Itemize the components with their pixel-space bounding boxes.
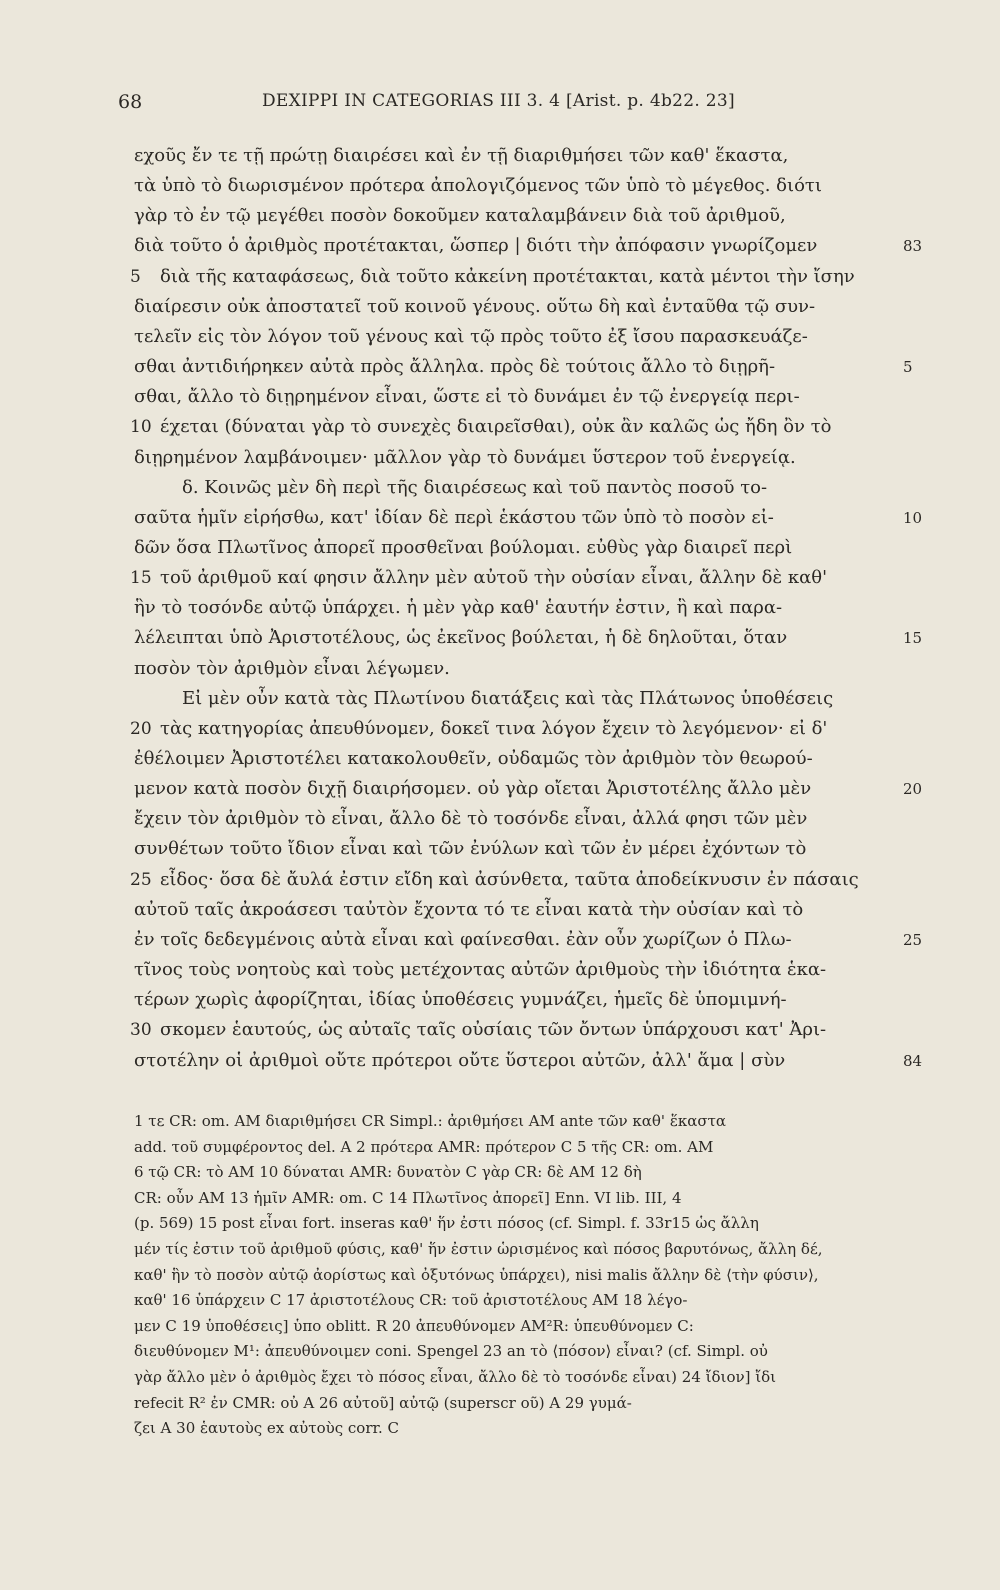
text-line-content: τέρων χωρὶς ἀφορίζηται, ἰδίας ὑποθέσεις γυμνάζει, ἡμεῖς δὲ ὑπομιμνή- [134, 989, 787, 1010]
page-number: 68 [118, 91, 143, 113]
apparatus-line [134, 1236, 902, 1262]
page-header [0, 91, 1000, 117]
line-number: 15 [130, 568, 152, 588]
text-line [160, 714, 902, 744]
text-line-content: έχεται (δύναται γὰρ τὸ συνεχὲς διαιρεῖσθαι), οὐκ ἂν καλῶς ὡς ἤδη ὂν τὸ [160, 416, 832, 437]
text-line [134, 955, 902, 985]
apparatus-line [134, 1159, 902, 1185]
text-line [134, 443, 902, 473]
text-line [134, 141, 902, 171]
text-line [160, 262, 902, 292]
apparatus-line [134, 1415, 902, 1441]
apparatus-line-content: μεν C 19 ὑποθέσεις] ὑπο oblitt. R 20 ἀπευθύνομεν AM²R: ὑπευθύνομεν C: [134, 1317, 694, 1335]
text-line [182, 684, 902, 714]
text-line-content: τὰς κατηγορίας ἀπευθύνομεν, δοκεῖ τινα λόγον ἔχειν τὸ λεγόμενον· εἰ δ' [160, 718, 828, 739]
text-line-content: ποσὸν τὸν ἀριθμὸν εἶναι λέγωμεν. [134, 658, 450, 679]
apparatus-line-content: 1 τε CR: om. AM διαριθμήσει CR Simpl.: ἀριθμήσει AM ante τῶν καθ' ἕκαστα [134, 1112, 727, 1130]
text-line-content: αὐτοῦ ταῖς ἀκροάσεσι ταὐτὸν ἔχοντα τό τε εἶναι κατὰ τὴν οὐσίαν καὶ τὸ [134, 899, 804, 920]
line-number: 10 [130, 417, 152, 437]
margin-reference: 83 [903, 237, 923, 255]
apparatus-line-content: ζει A 30 ἑαυτοὺς ex αὐτοὺς corr. C [134, 1419, 400, 1437]
line-number: 5 [130, 267, 141, 287]
line-number: 30 [130, 1020, 152, 1040]
text-line-content: σθαι ἀντιδιήρηκεν αὐτὰ πρὸς ἄλληλα. πρὸς δὲ τούτοις ἄλλο τὸ διῃρῆ- [134, 356, 776, 377]
margin-reference: 10 [903, 509, 923, 527]
text-line [134, 925, 902, 955]
text-line-content: λέλειπται ὑπὸ Ἀριστοτέλους, ὡς ἐκεῖνος βούλεται, ἡ δὲ δηλοῦται, ὅταν [134, 627, 788, 648]
text-line-content: ἐθέλοιμεν Ἀριστοτέλει κατακολουθεῖν, οὐδαμῶς τὸν ἀριθμὸν τὸν θεωρού- [134, 748, 813, 769]
line-number: 20 [130, 719, 152, 739]
text-line [134, 654, 902, 684]
apparatus-line [134, 1338, 902, 1364]
text-line [134, 503, 902, 533]
text-line-content: τὰ ὑπὸ τὸ διωρισμένον πρότερα ἀπολογιζόμενος τῶν ὑπὸ τὸ μέγεθος. διότι [134, 175, 822, 196]
text-line [134, 985, 902, 1015]
apparatus-line [134, 1185, 902, 1211]
text-line [134, 593, 902, 623]
text-line [160, 563, 902, 593]
text-line-content: δῶν ὅσα Πλωτῖνος ἀπορεῖ προσθεῖναι βούλομαι. εὐθὺς γὰρ διαιρεῖ περὶ [134, 537, 793, 558]
text-line [134, 533, 902, 563]
apparatus-line [134, 1390, 902, 1416]
text-line-content: δ. Κοινῶς μὲν δὴ περὶ τῆς διαιρέσεως καὶ τοῦ παντὸς ποσοῦ το- [182, 477, 768, 498]
text-line-content: διὰ τοῦτο ὁ ἀριθμὸς προτέτακται, ὥσπερ | διότι τὴν ἀπόφασιν γνωρίζομεν [134, 235, 818, 256]
margin-reference: 20 [903, 780, 923, 798]
apparatus-line-content: CR: οὖν AM 13 ἡμῖν AMR: om. C 14 Πλωτῖνος ἀπορεῖ] Enn. VI lib. III, 4 [134, 1189, 682, 1207]
margin-reference: 5 [903, 358, 913, 376]
text-line-content: διῃρημένον λαμβάνοιμεν· μᾶλλον γὰρ τὸ δυνάμει ὕστερον τοῦ ἐνεργείᾳ. [134, 447, 796, 468]
apparatus-line [134, 1108, 902, 1134]
text-line-content: γὰρ τὸ ἐν τῷ μεγέθει ποσὸν δοκοῦμεν καταλαμβάνειν διὰ τοῦ ἀριθμοῦ, [134, 205, 786, 226]
margin-reference: 25 [903, 931, 923, 949]
text-line-content: συνθέτων τοῦτο ἴδιον εἶναι καὶ τῶν ἐνύλων καὶ τῶν ἐν μέρει ἐχόντων τὸ [134, 838, 807, 859]
text-line [134, 171, 902, 201]
apparatus-line [134, 1262, 902, 1288]
apparatus-line-content: γὰρ ἄλλο μὲν ὁ ἀριθμὸς ἔχει τὸ πόσος εἶναι, ἄλλο δὲ τὸ τοσόνδε εἶναι) 24 ἴδιον] ἴδι [134, 1368, 777, 1386]
text-line [160, 865, 902, 895]
text-line [134, 1046, 902, 1076]
text-line [134, 382, 902, 412]
margin-reference: 15 [903, 629, 923, 647]
text-line-content: εἶδος· ὅσα δὲ ἄυλά ἐστιν εἴδη καὶ ἀσύνθετα, ταῦτα ἀποδείκνυσιν ἐν πάσαις [160, 869, 859, 890]
text-line [160, 1015, 902, 1045]
apparatus-line-content: μέν τίς ἐστιν τοῦ ἀριθμοῦ φύσις, καθ' ἥν ἐστιν ὡρισμένος καὶ πόσος βαρυτόνως, ἄλλη δέ, [134, 1240, 823, 1258]
apparatus-line-content: (p. 569) 15 post εἶναι fort. inseras καθ' ἥν ἐστι πόσος (cf. Simpl. f. 33r15 ὡς ἄλλη [134, 1214, 759, 1232]
apparatus-line [134, 1313, 902, 1339]
text-line-content: τῖνος τοὺς νοητοὺς καὶ τοὺς μετέχοντας αὐτῶν ἀριθμοὺς τὴν ἰδιότητα ἑκα- [134, 959, 827, 980]
text-line-content: εχοῦς ἔν τε τῇ πρώτῃ διαιρέσει καὶ ἐν τῇ διαριθμήσει τῶν καθ' ἕκαστα, [134, 145, 789, 166]
apparatus-line-content: refecit R² ἐν CMR: οὐ A 26 αὐτοῦ] αὐτῷ (superscr οῦ) A 29 γυμά- [134, 1394, 632, 1412]
text-line-content: στοτέλην οἱ ἀριθμοὶ οὔτε πρότεροι οὔτε ὕστεροι αὐτῶν, ἀλλ' ἅμα | σὺν [134, 1050, 786, 1071]
text-line-content: διαίρεσιν οὐκ ἀποστατεῖ τοῦ κοινοῦ γένους. οὕτω δὴ καὶ ἐνταῦθα τῷ συν- [134, 296, 816, 317]
running-title: DEXIPPI IN CATEGORIAS III 3. 4 [Arist. p. 4b22. 23] [262, 91, 735, 111]
text-line [134, 201, 902, 231]
text-line [134, 804, 902, 834]
text-line [134, 774, 902, 804]
text-line [134, 744, 902, 774]
text-line [134, 231, 902, 261]
text-line-content: διὰ τῆς καταφάσεως, διὰ τοῦτο κἀκείνη προτέτακται, κατὰ μέντοι τὴν ἴσην [160, 266, 855, 287]
text-line [182, 473, 902, 503]
text-line [134, 352, 902, 382]
text-line-content: τελεῖν εἰς τὸν λόγον τοῦ γένους καὶ τῷ πρὸς τοῦτο ἐξ ἴσου παρασκευάζε- [134, 326, 808, 347]
apparatus-line-content: add. τοῦ συμφέροντος del. A 2 πρότερα AMR: πρότερον C 5 τῆς CR: om. AM [134, 1138, 714, 1156]
text-line [134, 292, 902, 322]
text-line-content: ἣν τὸ τοσόνδε αὐτῷ ὑπάρχει. ἡ μὲν γὰρ καθ' ἑαυτήν ἐστιν, ἣ καὶ παρα- [134, 597, 783, 618]
text-line-content: σθαι, ἄλλο τὸ διῃρημένον εἶναι, ὥστε εἰ τὸ δυνάμει ἐν τῷ ἐνεργείᾳ περι- [134, 386, 800, 407]
text-line-content: σαῦτα ἡμῖν εἰρήσθω, κατ' ἰδίαν δὲ περὶ ἑκάστου τῶν ὑπὸ τὸ ποσὸν εἰ- [134, 507, 774, 528]
apparatus-line-content: 6 τῷ CR: τὸ AM 10 δύναται AMR: δυνατὸν C γὰρ CR: δὲ AM 12 δὴ [134, 1163, 642, 1181]
text-line-content: τοῦ ἀριθμοῦ καί φησιν ἄλλην μὲν αὐτοῦ τὴν οὐσίαν εἶναι, ἄλλην δὲ καθ' [160, 567, 828, 588]
apparatus-line [134, 1210, 902, 1236]
margin-reference: 84 [903, 1052, 923, 1070]
text-line-content: μενον κατὰ ποσὸν διχῇ διαιρήσομεν. οὐ γὰρ οἴεται Ἀριστοτέλης ἄλλο μὲν [134, 778, 812, 799]
apparatus-line-content: διευθύνομεν M¹: ἀπευθύνοιμεν coni. Spengel 23 an τὸ ⟨πόσον⟩ εἶναι? (cf. Simpl. οὐ [134, 1342, 768, 1360]
text-line [134, 834, 902, 864]
text-line-content: ἐν τοῖς δεδεγμένοις αὐτὰ εἶναι καὶ φαίνεσθαι. ἐὰν οὖν χωρίζων ὁ Πλω- [134, 929, 792, 950]
text-line [134, 322, 902, 352]
apparatus-line [134, 1364, 902, 1390]
apparatus-line-content: καθ' 16 ὑπάρχειν C 17 ἀριστοτέλους CR: τοῦ ἀριστοτέλους AM 18 λέγο- [134, 1291, 688, 1309]
line-number: 25 [130, 870, 152, 890]
apparatus-line [134, 1134, 902, 1160]
text-line-content: ἔχειν τὸν ἀριθμὸν τὸ εἶναι, ἄλλο δὲ τὸ τοσόνδε εἶναι, ἀλλά φησι τῶν μὲν [134, 808, 808, 829]
text-line [160, 412, 902, 442]
text-line [134, 623, 902, 653]
text-line [134, 895, 902, 925]
apparatus-line-content: καθ' ἣν τὸ ποσὸν αὐτῷ ἀορίστως καὶ ὀξυτόνως ὑπάρχει), nisi malis ἄλλην δὲ ⟨τὴν φύσιν⟩, [134, 1266, 819, 1284]
text-line-content: Εἰ μὲν οὖν κατὰ τὰς Πλωτίνου διατάξεις καὶ τὰς Πλάτωνος ὑποθέσεις [182, 688, 834, 709]
text-line-content: σκομεν ἑαυτούς, ὡς αὐταῖς ταῖς οὐσίαις τῶν ὄντων ὑπάρχουσι κατ' Ἀρι- [160, 1019, 827, 1040]
apparatus-line [134, 1287, 902, 1313]
